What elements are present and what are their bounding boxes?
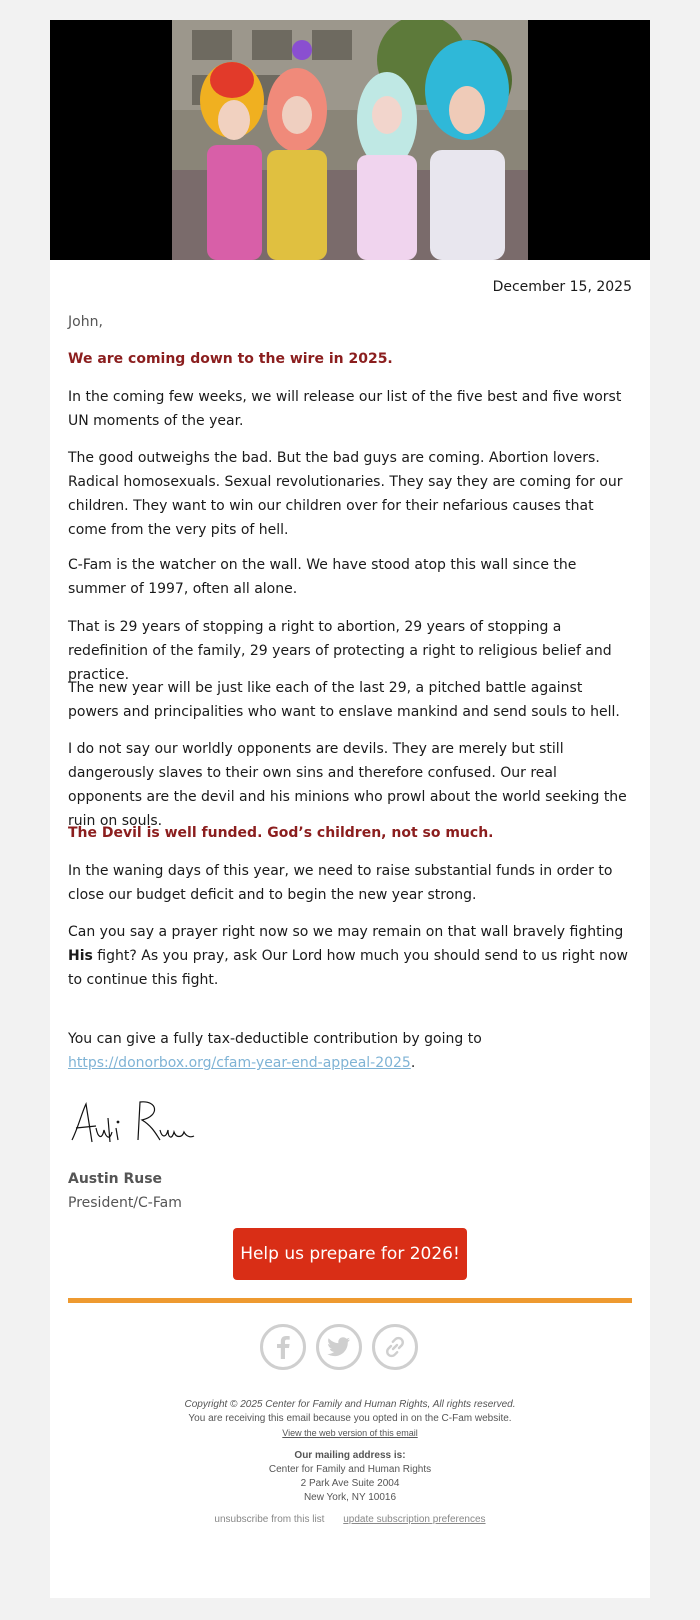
- twitter-icon[interactable]: [316, 1324, 362, 1370]
- link-icon[interactable]: [372, 1324, 418, 1370]
- donate-button[interactable]: Help us prepare for 2026!: [233, 1228, 467, 1280]
- give-period: .: [410, 1055, 416, 1071]
- mailing-city: New York, NY 10016: [303, 1492, 397, 1503]
- letter-date: December 15, 2025: [492, 279, 632, 295]
- preferences-link[interactable]: update subscription preferences: [343, 1514, 486, 1525]
- copyright: Copyright © 2025 Center for Family and Human Rights, All rights reserved.: [184, 1399, 516, 1410]
- signer-title: President/C-Fam: [68, 1195, 182, 1211]
- headline-devil: The Devil is well funded. God’s children, not so much.: [68, 825, 494, 841]
- hero-photo: [172, 20, 528, 260]
- signer-name: Austin Ruse: [68, 1171, 163, 1187]
- prayer-text-end: fight? As you pray, ask Our Lord how much you should send to us right now to continue this fight.: [68, 948, 629, 988]
- facebook-icon[interactable]: [260, 1324, 306, 1370]
- prayer-text: Can you say a prayer right now so we may remain on that wall bravely fighting: [68, 924, 624, 940]
- mailing-org: Center for Family and Human Rights: [268, 1464, 432, 1475]
- divider-rule: [68, 1298, 632, 1303]
- mailing-heading: Our mailing address is:: [294, 1450, 406, 1461]
- paragraph: In the coming few weeks, we will release our list of the five best and five worst UN moments of the year.: [68, 389, 622, 429]
- hero-banner: [50, 20, 650, 260]
- prayer-paragraph: [68, 920, 632, 992]
- email-card: [50, 20, 650, 1598]
- paragraph: In the waning days of this year, we need to raise substantial funds in order to close our budget deficit and to begin the new year strong.: [68, 863, 613, 903]
- signature-image: [68, 1098, 198, 1154]
- unsubscribe-link[interactable]: unsubscribe from this list: [214, 1514, 325, 1525]
- paragraph: The new year will be just like each of the last 29, a pitched battle against powers and principalities who want to enslave mankind and send souls to hell.: [68, 680, 620, 720]
- footer: [68, 1398, 632, 1505]
- paragraph: The good outweighs the bad. But the bad guys are coming. Abortion lovers. Radical homosexuals. Sexual revolutionaries. They say they are coming for our children. They want to win our children over for their nefarious causes that come from the very pits of hell.: [68, 450, 623, 538]
- give-paragraph: [68, 1027, 632, 1075]
- paragraph: C-Fam is the watcher on the wall. We have stood atop this wall since the summer of 1997, often all alone.: [68, 557, 577, 597]
- donate-link[interactable]: https://donorbox.org/cfam-year-end-appeal-2025: [68, 1055, 411, 1071]
- opt-in-reason: You are receiving this email because you opted in on the C-Fam website.: [188, 1413, 512, 1424]
- give-text: You can give a fully tax-deductible contribution by going to: [68, 1031, 482, 1047]
- mailing-street: 2 Park Ave Suite 2004: [300, 1478, 400, 1489]
- greeting: John,: [68, 314, 103, 330]
- footer-links: [68, 1514, 632, 1525]
- headline-wire: We are coming down to the wire in 2025.: [68, 351, 393, 367]
- paragraph: I do not say our worldly opponents are devils. They are merely but still dangerously slaves to their own sins and therefore confused. Our real opponents are the devil and his minions who prowl about the world seeking the ruin on souls.: [68, 741, 627, 829]
- prayer-bold: His: [68, 948, 93, 964]
- web-version-link[interactable]: View the web version of this email: [282, 1428, 418, 1438]
- paragraph: That is 29 years of stopping a right to abortion, 29 years of stopping a redefinition of the family, 29 years of protecting a right to religious belief and practice.: [68, 619, 612, 683]
